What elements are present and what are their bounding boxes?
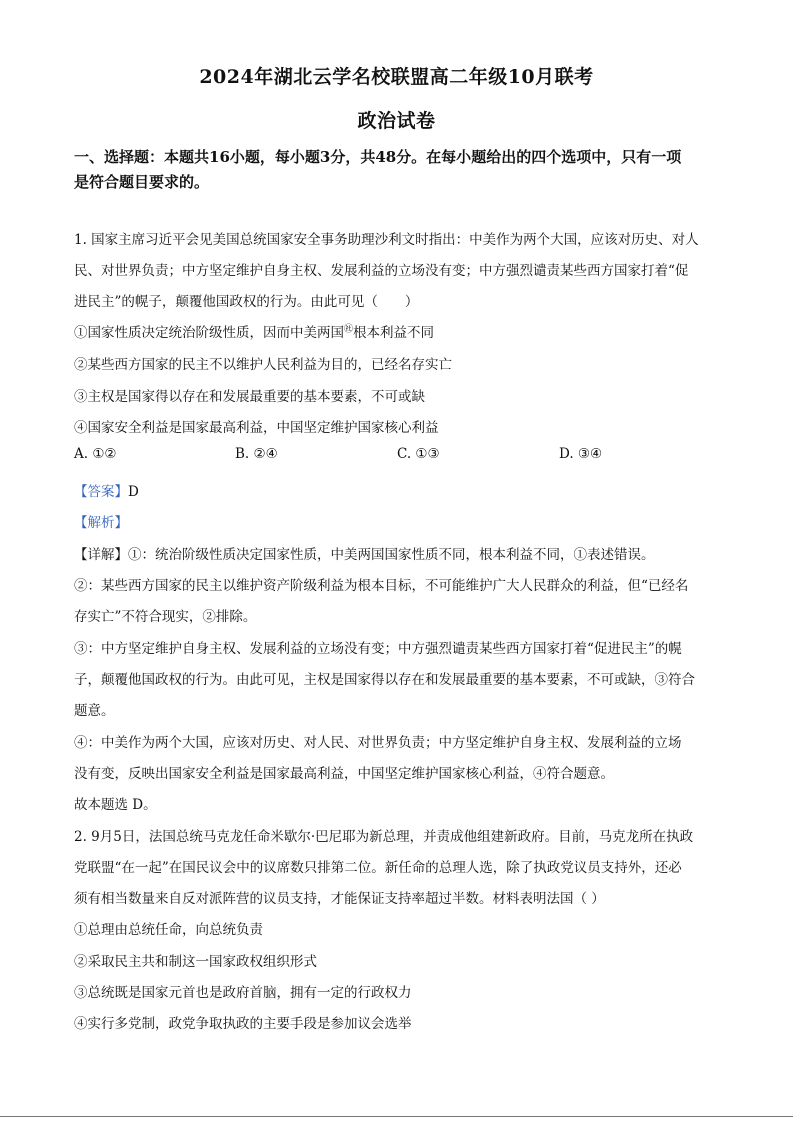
q1-option-c: C. ①③ <box>397 446 440 462</box>
q2-item-1: ①总理由总统任命，向总统负责 <box>74 922 263 938</box>
q2-stem-line2: 党联盟“在一起”在国民议会中的议席数只排第二位。新任命的总理人选，除了执政党议员支持外，还必 <box>74 860 682 876</box>
q1-option-a: A. ①② <box>74 446 117 462</box>
page-bottom-rule <box>0 1116 793 1117</box>
q1-stem-line2: 民、对世界负责；中方坚定维护自身主权、发展利益的立场没有变；中方强烈谴责某些西方国家打着“促 <box>74 263 689 279</box>
q2-stem-line3: 须有相当数量来自反对派阵营的议员支持，才能保证支持率超过半数。材料表明法国（ ） <box>74 891 605 907</box>
analysis-tag: 【解析】 <box>74 515 128 531</box>
q2-item-3: ③总统既是国家元首也是政府首脑，拥有一定的行政权力 <box>74 985 412 1001</box>
answer-value: D <box>128 484 139 500</box>
q1-option-d: D. ③④ <box>559 446 603 462</box>
q1-detail-3-line2: 子，颠覆他国政权的行为。由此可见，主权是国家得以存在和发展最重要的基本要素，不可或缺，③符合 <box>74 672 695 688</box>
detail-tag: 【详解】 <box>74 547 128 563</box>
section-heading-line1: 一、选择题：本题共16小题，每小题3分，共48分。在每小题给出的四个选项中，只有一项 <box>74 148 682 166</box>
q1-item-1-a: ①国家性质决定统治阶级性质，因而中美两国 <box>74 325 344 341</box>
q1-detail-3-line3: 题意。 <box>74 703 115 719</box>
q1-conclusion: 故本题选 D。 <box>74 797 157 813</box>
q1-item-3: ③主权是国家得以存在和发展最重要的基本要素，不可或缺 <box>74 389 425 405</box>
q1-analysis <box>74 511 724 531</box>
q1-answer <box>74 480 724 500</box>
q1-item-4: ④国家安全利益是国家最高利益，中国坚定维护国家核心利益 <box>74 420 439 436</box>
detail-text-1: ①：统治阶级性质决定国家性质，中美两国国家性质不同，根本利益不同，①表述错误。 <box>128 547 655 563</box>
q1-option-b: B. ②④ <box>235 446 278 462</box>
q1-detail-2-line1: ②：某些西方国家的民主以维护资产阶级利益为根本目标，不可能维护广大人民群众的利益，但“已经名 <box>74 578 689 594</box>
q2-item-4: ④实行多党制，政党争取执政的主要手段是参加议会选举 <box>74 1016 412 1032</box>
q1-detail-1 <box>74 543 724 563</box>
q2-item-2: ②采取民主共和制这一国家政权组织形式 <box>74 954 317 970</box>
q1-item-1 <box>74 321 724 341</box>
q1-detail-4-line2: 没有变，反映出国家安全利益是国家最高利益，中国坚定维护国家核心利益，④符合题意。 <box>74 766 614 782</box>
exam-title: 2024年湖北云学名校联盟高二年级10月联考 <box>199 66 594 88</box>
glyph-mark-icon: ㊓ <box>344 324 354 335</box>
q1-stem-line1: 1. 国家主席习近平会见美国总统国家安全事务助理沙利文时指出：中美作为两个大国，应该对历史、对人 <box>74 232 699 248</box>
exam-subject: 政治试卷 <box>357 110 436 132</box>
q1-detail-3-line1: ③：中方坚定维护自身主权、发展利益的立场没有变；中方强烈谴责某些西方国家打着“促进民主”的幌 <box>74 641 682 657</box>
q1-stem-line3: 进民主”的幌子，颠覆他国政权的行为。由此可见（ ） <box>74 294 419 310</box>
q2-stem-line1: 2. 9月5日，法国总统马克龙任命米歇尔·巴尼耶为新总理，并责成他组建新政府。目前，马克龙所在执政 <box>74 829 694 845</box>
q1-item-1-b: 根本利益不同 <box>353 325 435 341</box>
q1-detail-2-line2: 存实亡”不符合现实，②排除。 <box>74 609 257 625</box>
answer-tag: 【答案】 <box>74 484 128 500</box>
q1-item-2: ②某些西方国家的民主不以维护人民利益为目的，已经名存实亡 <box>74 357 452 373</box>
q1-detail-4-line1: ④：中美作为两个大国，应该对历史、对人民、对世界负责；中方坚定维护自身主权、发展利益的立场 <box>74 735 682 751</box>
section-heading-line2: 是符合题目要求的。 <box>74 173 210 191</box>
